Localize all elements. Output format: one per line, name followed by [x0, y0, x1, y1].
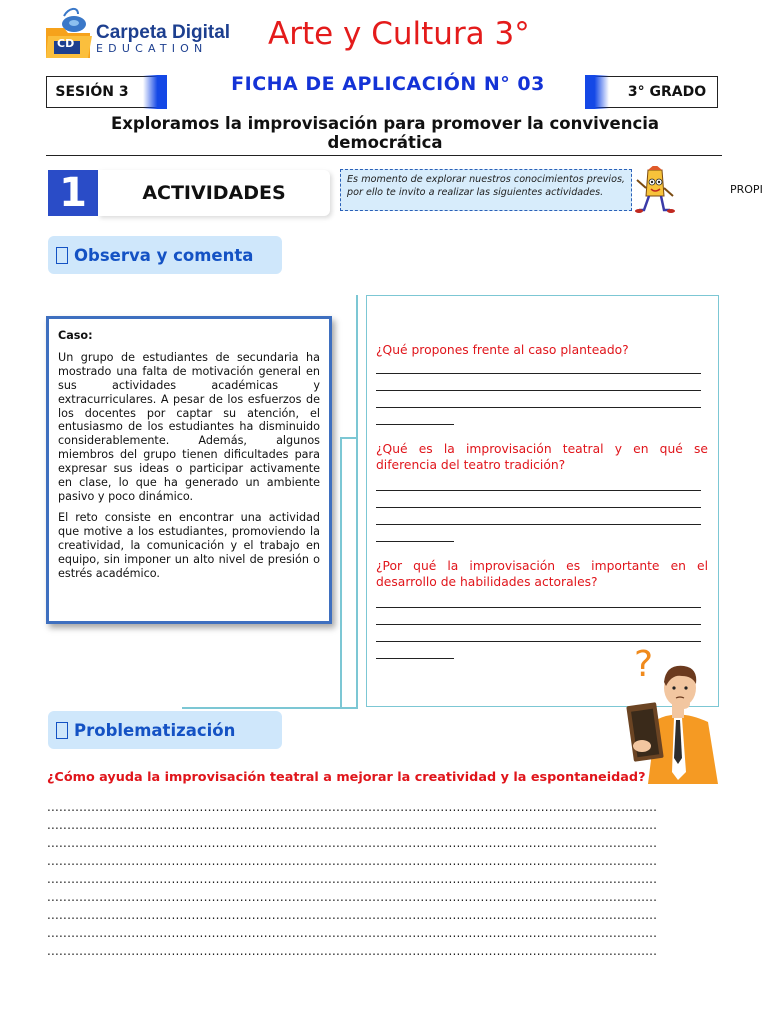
activity-number: 1: [48, 170, 98, 216]
grade-label: 3° GRADO: [627, 84, 707, 100]
problem-section-header: [48, 711, 282, 749]
answer-line[interactable]: [376, 407, 701, 408]
logo-badge: CD: [57, 37, 75, 50]
connector-line: [340, 437, 342, 707]
logo-tagline: EDUCATION: [96, 42, 208, 55]
section-bullet-icon: [56, 247, 68, 264]
sheet-title: FICHA DE APLICACIÓN N° 03: [231, 73, 545, 95]
question-1: ¿Qué propones frente al caso planteado?: [376, 343, 629, 357]
answer-dotted-line[interactable]: ........................................................................................................................................................: [47, 872, 658, 886]
answer-line[interactable]: [376, 624, 701, 625]
answer-dotted-line[interactable]: ........................................................................................................................................................: [47, 908, 658, 922]
answer-line[interactable]: [376, 607, 701, 608]
activities-intro: Es momento de explorar nuestros conocimientos previos, por ello te invito a realizar las siguientes actividades.: [340, 169, 632, 211]
question-mark: ?: [634, 644, 654, 685]
activities-heading: ACTIVIDADES: [98, 170, 330, 216]
side-text: PROPI: [730, 183, 763, 196]
answer-line[interactable]: [376, 490, 701, 491]
answer-dotted-line[interactable]: ........................................................................................................................................................: [47, 890, 658, 904]
session-box: [46, 76, 166, 108]
answer-dotted-line[interactable]: ........................................................................................................................................................: [47, 944, 658, 958]
question-2: ¿Qué es la improvisación teatral y en qué se diferencia del teatro tradición?: [376, 441, 708, 472]
answer-line[interactable]: [376, 424, 454, 425]
pencil-mascot-icon: [634, 166, 676, 214]
course-title: Arte y Cultura 3°: [268, 16, 530, 52]
problem-section-label: Problematización: [74, 720, 236, 740]
case-paragraph-1: Un grupo de estudiantes de secundaria ha mostrado una falta de motivación general en sus actividades académicas y extracurriculares. A pesar de los esfuerzos de los docentes por captar su atención, el entusiasmo de los estudiantes ha disminuido considerablemente. Además, algunos miembros del grupo tienen dificultades para expresar sus ideas o participar activamente en clase, lo que ha generado un ambiente pasivo y poco dinámico.: [58, 350, 320, 503]
observe-section-header: [48, 236, 282, 274]
answer-dotted-line[interactable]: ........................................................................................................................................................: [47, 800, 658, 814]
grade-box: [586, 76, 718, 108]
connector-line: [356, 295, 358, 707]
answer-dotted-line[interactable]: ........................................................................................................................................................: [47, 836, 658, 850]
answer-line[interactable]: [376, 541, 454, 542]
logo-brand-name: Carpeta Digital: [96, 22, 231, 43]
connector-line: [182, 707, 358, 709]
lesson-subtitle: Exploramos la improvisación para promover la convivencia democrática: [110, 114, 660, 152]
case-paragraph-2: El reto consiste en encontrar una actividad que motive a los estudiantes, promoviendo la creatividad, la comunicación y el trabajo en equipo, sin imponer un alto nivel de presión o estrés académico.: [58, 510, 320, 580]
title-divider: [46, 155, 722, 156]
section-bullet-icon: [56, 722, 68, 739]
answer-line[interactable]: [376, 507, 701, 508]
case-card: [46, 316, 332, 624]
answer-dotted-line[interactable]: ........................................................................................................................................................: [47, 818, 658, 832]
answer-line[interactable]: [376, 658, 454, 659]
answer-dotted-line[interactable]: ........................................................................................................................................................: [47, 854, 658, 868]
answer-dotted-line[interactable]: ........................................................................................................................................................: [47, 926, 658, 940]
case-title: Caso:: [58, 329, 93, 342]
problem-question: ¿Cómo ayuda la improvisación teatral a mejorar la creatividad y la espontaneidad?: [47, 770, 646, 785]
question-3: ¿Por qué la improvisación es importante en el desarrollo de habilidades actorales?: [376, 558, 708, 589]
observe-section-label: Observa y comenta: [74, 245, 254, 265]
thinking-person-illustration: [622, 642, 722, 784]
answer-line[interactable]: [376, 390, 701, 391]
session-label: SESIÓN 3: [55, 84, 129, 100]
answer-line[interactable]: [376, 373, 701, 374]
connector-line: [340, 437, 358, 439]
answer-line[interactable]: [376, 524, 701, 525]
